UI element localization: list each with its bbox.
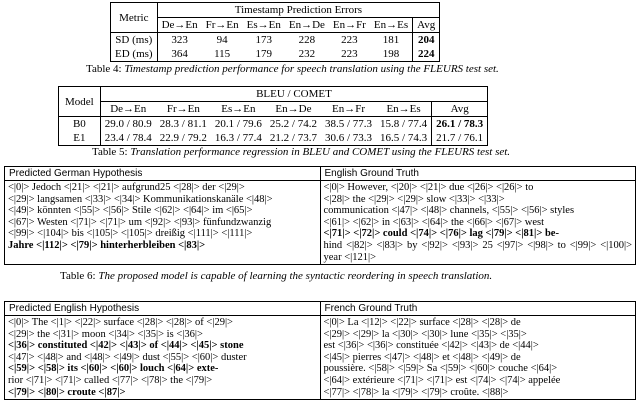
cell: 204 bbox=[417, 34, 435, 46]
hyp-line: <|29|> the <|31|> moon <|34|> <|35|> is <|36|> bbox=[8, 328, 203, 340]
table-4-caption: Table 4: Timestamp prediction performance for speech translation using the FLEURS test set. bbox=[86, 63, 499, 75]
table-5 bbox=[58, 86, 488, 146]
col-header: En→Es bbox=[370, 18, 413, 33]
hyp-line: <|99|> <|104|> bis <|105|> <|105|> dreißig <|111|> <|111|> bbox=[8, 228, 253, 240]
hyp-line: <|67|> Westen <|71|> <|71|> um <|92|> <|93|> fünfundzwanzig bbox=[8, 216, 272, 228]
table-row bbox=[59, 117, 488, 132]
hyp-line: <|36|> constituted <|42|> <|43|> of <|44|> <|45|> stone bbox=[8, 340, 244, 352]
truth-line: <|61|> <|62|> in <|63|> <|64|> the <|66|> <|67|> west bbox=[323, 216, 545, 228]
hyp-line: <|79|> <|80|> croute <|87|> bbox=[8, 386, 126, 398]
col-header: Fr→En bbox=[202, 18, 243, 33]
cell: 38.5 / 77.3 bbox=[324, 118, 373, 130]
col-header: En→Fr bbox=[329, 18, 370, 33]
table-row bbox=[59, 131, 488, 146]
cell: 30.6 / 73.3 bbox=[324, 132, 373, 144]
table-6 bbox=[4, 166, 636, 265]
table-row bbox=[111, 33, 440, 48]
row-label: SD (ms) bbox=[111, 33, 158, 48]
english-truth-cell bbox=[320, 181, 636, 265]
model-header: Model bbox=[59, 87, 101, 117]
col-header: En→De bbox=[285, 18, 329, 33]
truth-line: <|0|> However, <|20|> <|21|> due <|26|> <|26|> to bbox=[323, 182, 534, 193]
table-row bbox=[111, 47, 440, 62]
row-label: B0 bbox=[59, 117, 101, 132]
cell: 20.1 / 79.6 bbox=[214, 118, 262, 130]
col-header: De→En bbox=[157, 18, 202, 33]
hyp-line: <|49|> könnten <|55|> <|56|> Stile <|62|> <|64|> im <|65|> bbox=[8, 205, 253, 217]
truth-line: communication <|47|> <|48|> channels, <|55|> <|56|> styles bbox=[323, 205, 575, 217]
col-header: Es→En bbox=[243, 18, 285, 33]
cell: 232 bbox=[298, 48, 316, 60]
truth-line: <|29|> <|29|> la <|30|> <|30|> lune <|35|> <|35|> bbox=[323, 328, 527, 340]
cell: 181 bbox=[370, 33, 413, 48]
col-header: Fr→En bbox=[156, 102, 211, 117]
cell: 94 bbox=[216, 34, 228, 46]
col1-header: Predicted German Hypothesis bbox=[5, 167, 321, 181]
truth-line: poussière. <|58|> <|59|> Sa <|59|> <|60|> couche <|64|> bbox=[323, 363, 558, 375]
timestamp-error-table bbox=[110, 2, 440, 62]
cell: 323 bbox=[171, 34, 188, 46]
hyp-line: Jahre <|112|> <|79|> hinterherbleiben <|83|> bbox=[8, 239, 206, 251]
french-truth-cell bbox=[320, 316, 636, 400]
cell: 16.3 / 77.4 bbox=[214, 132, 262, 144]
col-header: Avg bbox=[413, 18, 440, 33]
cell: 25.2 / 74.2 bbox=[269, 118, 317, 130]
metric-header: Metric bbox=[111, 3, 158, 33]
table-5-caption: Table 5: Translation performance regression in BLEU and COMET using the FLEURS test set. bbox=[92, 146, 511, 158]
truth-line: est <|36|> <|36|> constituée <|42|> <|43|> de <|44|> bbox=[323, 340, 539, 352]
col-header: En→De bbox=[266, 102, 321, 117]
col-header: Avg bbox=[432, 102, 488, 117]
table-6-caption: Table 6: The proposed model is capable of learning the syntactic reordering in speech translation. bbox=[60, 270, 493, 282]
cell: 23.4 / 78.4 bbox=[104, 132, 152, 144]
col-header: En→Es bbox=[376, 102, 432, 117]
cell: 179 bbox=[255, 48, 272, 60]
cell: 115 bbox=[214, 48, 231, 60]
cell: 198 bbox=[370, 47, 413, 62]
cell: 26.1 / 78.3 bbox=[436, 118, 484, 130]
english-french-table bbox=[4, 301, 636, 400]
hyp-line: <|59|> <|58|> its <|60|> <|60|> louch <|64|> exte- bbox=[8, 363, 219, 375]
col-header: Es→En bbox=[211, 102, 266, 117]
cell: 21.2 / 73.7 bbox=[269, 132, 317, 144]
truth-line: <|0|> La <|12|> <|22|> surface <|28|> <|28|> de bbox=[323, 317, 521, 328]
german-hypothesis-cell bbox=[5, 181, 321, 265]
truth-line: <|45|> pierres <|47|> <|48|> et <|48|> <|49|> de bbox=[323, 351, 521, 363]
row-label: ED (ms) bbox=[111, 47, 158, 62]
cell: 22.9 / 79.2 bbox=[159, 132, 207, 144]
col-header: De→En bbox=[100, 102, 156, 117]
cell: 224 bbox=[417, 48, 435, 60]
cell: 21.7 / 76.1 bbox=[436, 132, 484, 144]
cell: 15.8 / 77.4 bbox=[376, 117, 432, 132]
truth-line: <|77|> <|78|> la <|79|> <|79|> croûte. <|88|> bbox=[323, 386, 509, 398]
english-hypothesis-cell bbox=[5, 316, 321, 400]
cell: 228 bbox=[298, 34, 316, 46]
hyp-line: <|47|> <|48|> and <|48|> <|49|> dust <|55|> <|60|> duster bbox=[8, 351, 247, 363]
cell: 28.3 / 81.1 bbox=[159, 118, 207, 130]
col2-header: English Ground Truth bbox=[320, 167, 636, 181]
group-header: Timestamp Prediction Errors bbox=[157, 3, 440, 18]
cell: 173 bbox=[255, 34, 272, 46]
hyp-line: <|0|> The <|1|> <|22|> surface <|28|> <|28|> of <|29|> bbox=[8, 317, 233, 328]
group-header: BLEU / COMET bbox=[100, 87, 487, 102]
col-header: En→Fr bbox=[321, 102, 376, 117]
truth-line: <|64|> extérieure <|71|> <|71|> est <|74|> <|74|> appelée bbox=[323, 374, 561, 386]
cell: 16.5 / 74.3 bbox=[376, 131, 432, 146]
hyp-line: rior <|71|> <|71|> called <|77|> <|78|> the <|79|> bbox=[8, 374, 213, 386]
col2-header: French Ground Truth bbox=[320, 302, 636, 316]
truth-line: <|71|> <|72|> could <|74|> <|76|> lag <|79|> <|81|> be- bbox=[323, 228, 559, 240]
cell: 364 bbox=[171, 48, 188, 60]
truth-line: <|28|> the <|29|> <|29|> slow <|33|> <|33|> bbox=[323, 193, 505, 205]
bleu-comet-table bbox=[58, 86, 488, 146]
truth-line: hind <|82|> <|83|> by <|92|> <|93|> 25 <|97|> <|98|> to <|99|> <|100|> year <|121|> bbox=[323, 239, 632, 263]
cell: 223 bbox=[341, 48, 358, 60]
row-label: E1 bbox=[59, 131, 101, 146]
table-7 bbox=[4, 301, 636, 400]
cell: 223 bbox=[341, 34, 358, 46]
hyp-line: <|29|> langsamen <|33|> <|34|> Kommunikationskanäle <|48|> bbox=[8, 193, 273, 205]
german-english-table bbox=[4, 166, 636, 265]
col1-header: Predicted English Hypothesis bbox=[5, 302, 321, 316]
table-4 bbox=[110, 2, 440, 62]
hyp-line: <|0|> Jedoch <|21|> <|21|> aufgrund25 <|28|> der <|29|> bbox=[8, 182, 245, 193]
cell: 29.0 / 80.9 bbox=[104, 118, 152, 130]
